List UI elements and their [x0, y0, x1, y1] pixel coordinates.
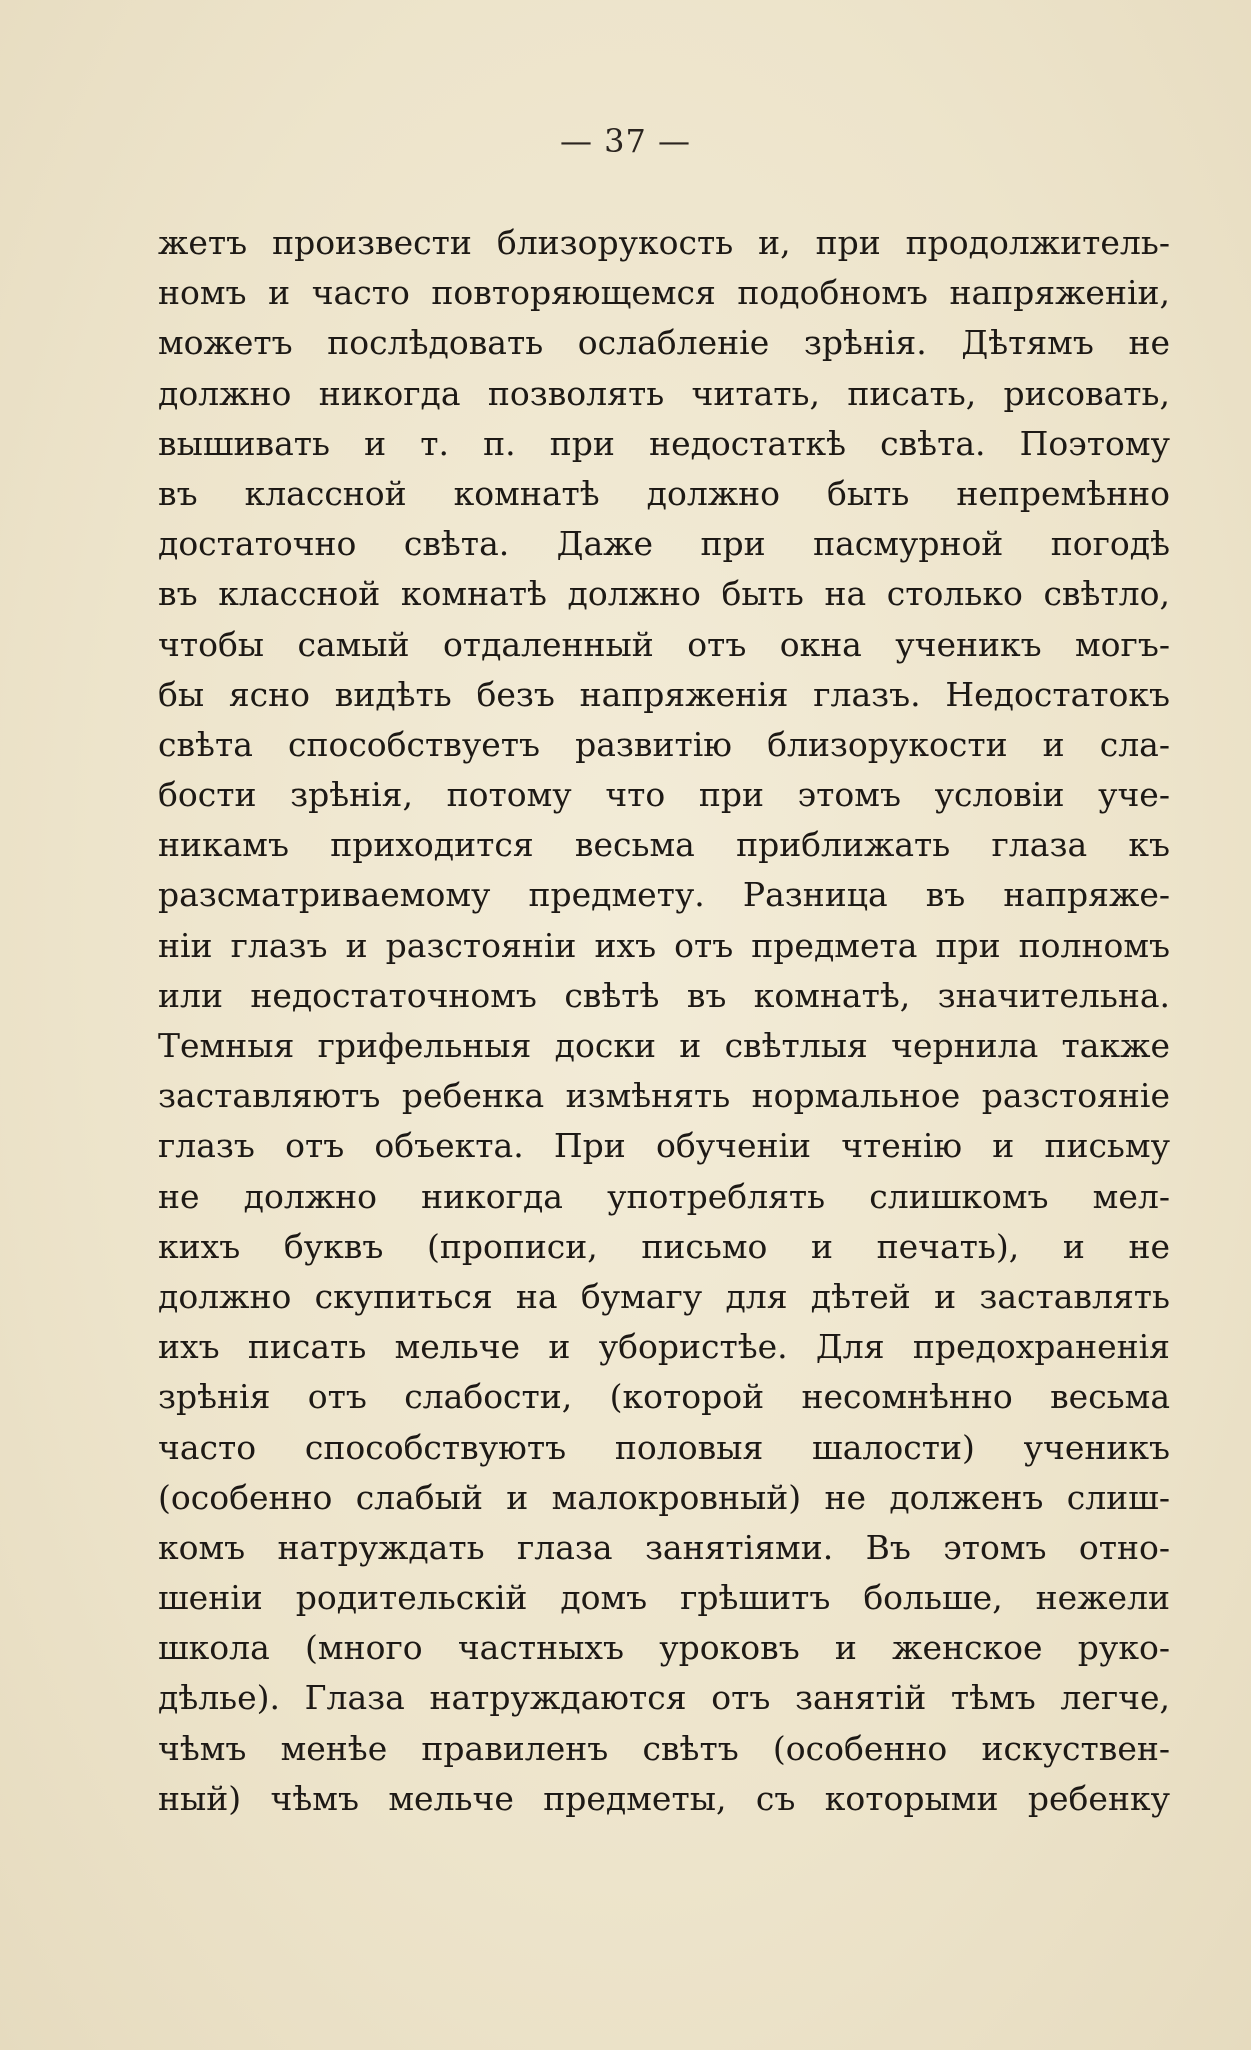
text-line: или недостаточномъ свѣтѣ въ комнатѣ, значительна. — [158, 975, 1170, 1015]
text-line: бости зрѣнія, потому что при этомъ условіи уче- — [158, 775, 1170, 815]
text-line: глазъ отъ объекта. При обученіи чтенію и письму — [158, 1126, 1170, 1166]
text-line: (особенно слабый и малокровный) не долженъ слиш- — [158, 1477, 1170, 1517]
text-line: часто способствуютъ половыя шалости) ученикъ — [158, 1427, 1170, 1467]
body-text — [158, 218, 1170, 1824]
text-line: комъ натруждать глаза занятіями. Въ этомъ отно- — [158, 1527, 1170, 1567]
text-line: школа (много частныхъ уроковъ и женское руко- — [158, 1628, 1170, 1668]
text-line: заставляютъ ребенка измѣнять нормальное разстояніе — [158, 1076, 1170, 1116]
text-line: никамъ приходится весьма приближать глаза къ — [158, 825, 1170, 865]
text-line: дѣлье). Глаза натруждаются отъ занятій тѣмъ легче, — [158, 1678, 1170, 1718]
page-number: — 37 — — [559, 122, 692, 160]
text-line: достаточно свѣта. Даже при пасмурной погодѣ — [158, 524, 1170, 564]
text-line: въ классной комнатѣ должно быть на столько свѣтло, — [158, 574, 1170, 614]
text-line: не должно никогда употреблять слишкомъ мел- — [158, 1176, 1170, 1216]
text-line: Темныя грифельныя доски и свѣтлыя чернила также — [158, 1026, 1170, 1065]
text-line: вышивать и т. п. при недостаткѣ свѣта. Поэтому — [158, 423, 1170, 463]
text-line: ніи глазъ и разстояніи ихъ отъ предмета при полномъ — [158, 925, 1170, 965]
text-line: должно никогда позволять читать, писать, рисовать, — [158, 373, 1170, 413]
text-line: номъ и часто повторяющемся подобномъ напряженіи, — [158, 273, 1170, 313]
text-line: кихъ буквъ (прописи, письмо и печать), и не — [158, 1226, 1170, 1266]
text-line: чѣмъ менѣе правиленъ свѣтъ (особенно искуствен- — [158, 1728, 1170, 1768]
text-line: разсматриваемому предмету. Разница въ напряже- — [158, 875, 1170, 915]
text-line: въ классной комнатѣ должно быть непремѣнно — [158, 473, 1170, 513]
text-line: бы ясно видѣть безъ напряженія глазъ. Недостатокъ — [158, 674, 1170, 714]
text-line: должно скупиться на бумагу для дѣтей и заставлять — [158, 1276, 1170, 1316]
text-line: можетъ послѣдовать ослабленіе зрѣнія. Дѣтямъ не — [158, 323, 1170, 363]
text-line: шеніи родительскій домъ грѣшитъ больше, нежели — [158, 1578, 1170, 1618]
text-line: жетъ произвести близорукость и, при продолжитель- — [158, 223, 1170, 262]
text-line: ихъ писать мельче и убористѣе. Для предохраненія — [158, 1327, 1170, 1367]
text-line: чтобы самый отдаленный отъ окна ученикъ могъ- — [158, 624, 1170, 664]
text-line: ный) чѣмъ мельче предметы, съ которыми ребенку — [158, 1778, 1170, 1818]
text-line: зрѣнія отъ слабости, (которой несомнѣнно весьма — [158, 1377, 1170, 1417]
text-line: свѣта способствуетъ развитію близорукости и сла- — [158, 724, 1170, 764]
